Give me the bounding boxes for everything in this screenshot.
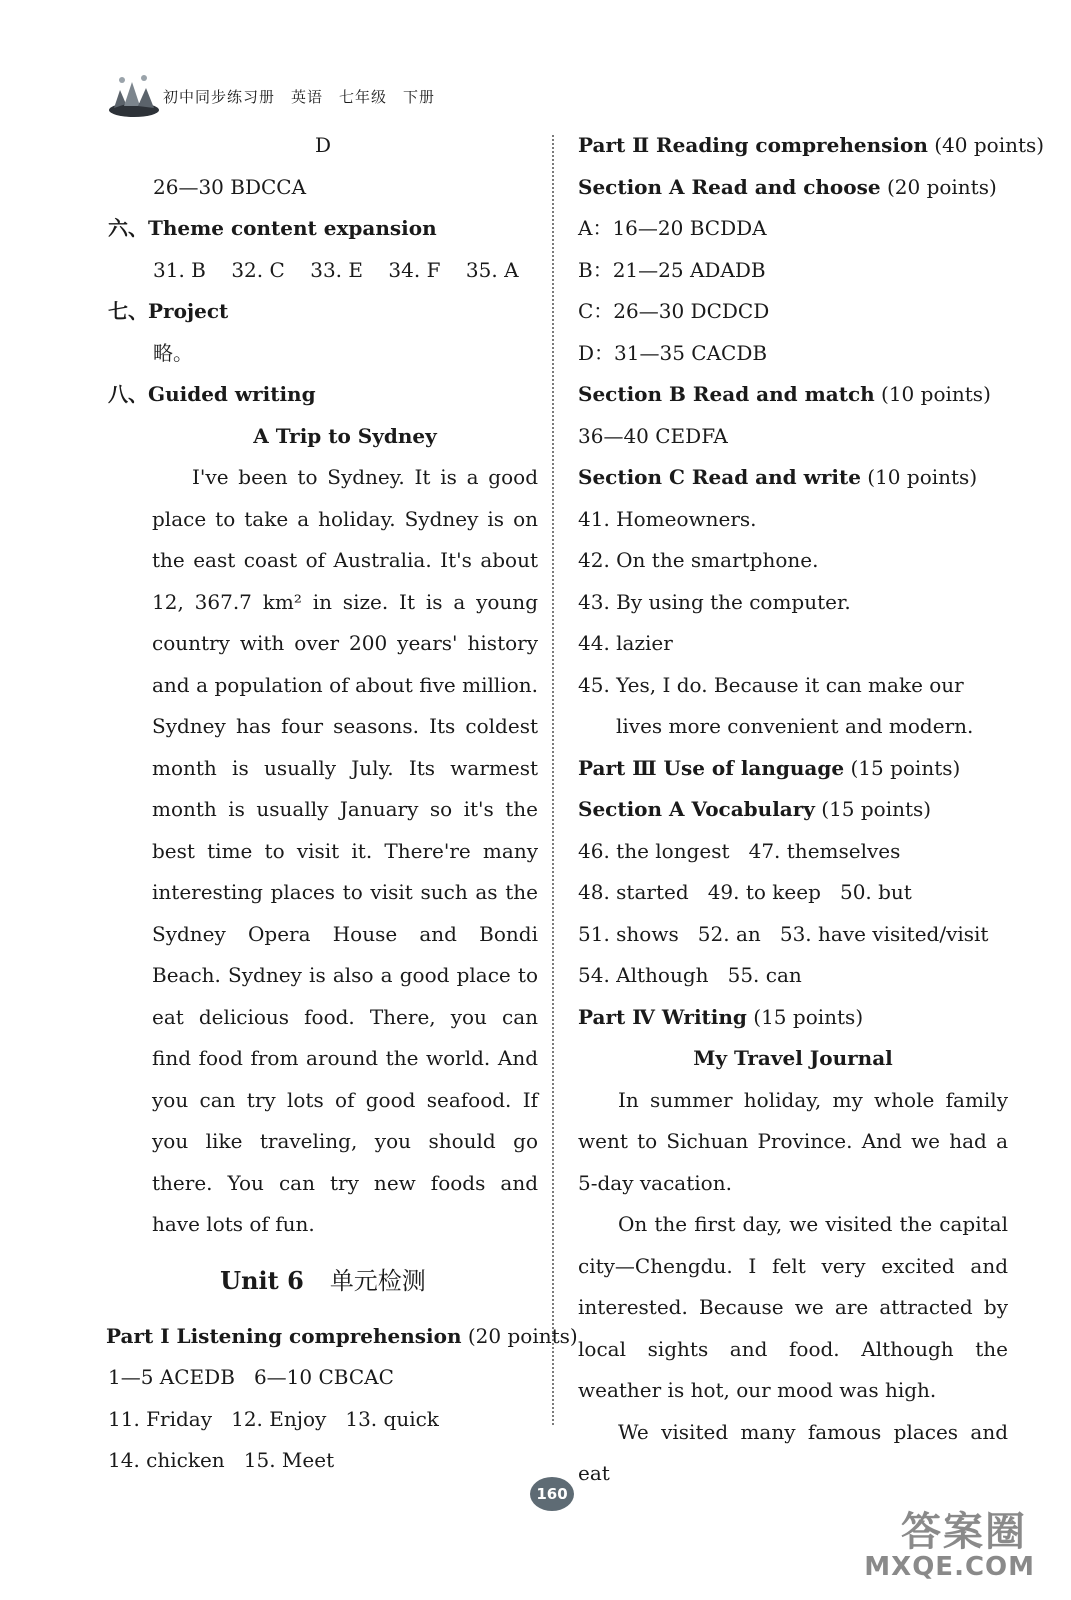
answer-34: 34. F [388, 257, 441, 282]
journal-paragraph-2: On the first day, we visited the capital city—Chengdu. I felt very excited and interested. Because we are attracted by local sights and food. Although the weather is hot, our mood was high. [578, 1212, 1008, 1402]
part3-heading [578, 748, 1008, 790]
journal-body [578, 1080, 1008, 1495]
unit-name: 单元检测 [329, 1266, 426, 1295]
part1-title: Part Ⅰ Listening comprehension [106, 1323, 462, 1348]
book-logo-icon [108, 70, 160, 118]
part1-points: (20 points) [467, 1323, 578, 1348]
part4-points: (15 points) [753, 1004, 864, 1029]
unit-label: Unit 6 [220, 1265, 304, 1295]
section-b-points: (10 points) [881, 382, 991, 406]
answer-41: 41. Homeowners. [578, 506, 757, 531]
section-a-line-a: A：16—20 BCDDA [578, 216, 767, 240]
vocab-heading [578, 789, 1008, 831]
watermark-line-2: MXQE.COM [864, 1552, 1035, 1582]
answer-44: 44. lazier [578, 631, 673, 655]
part2-title: Part Ⅱ Reading comprehension [578, 133, 928, 157]
section-c-title: Section C Read and write [578, 465, 861, 489]
part1-line-2: 11. Friday 12. Enjoy 13. quick [108, 1406, 439, 1431]
watermark [845, 1500, 1035, 1595]
section-a-line-c: C：26—30 DCDCD [578, 299, 770, 323]
column-divider [552, 135, 554, 1425]
part1-heading [106, 1316, 578, 1358]
journal-paragraph-3: We visited many famous places and eat [578, 1419, 1008, 1485]
section-a-points: (20 points) [886, 174, 997, 199]
section-a-title: Section A Read and choose [578, 174, 881, 199]
unit-title [108, 1246, 538, 1316]
essay-paragraph: I've been to Sydney. It is a good place to take a holiday. Sydney is on the east coast of Australia. It's about 12, 367.7 km² in size. It is a young country with over 200 years' history and a population of about five million. Sydney has four seasons. Its coldest month is usually July. Its warmest month is usually January so it's the best time to visit it. There're many interesting places to visit such as the Sydney Opera House and Bondi Beach. Sydney is also a good place to eat delicious food. There, you can find food from around the world. And you can try lots of good seafood. If you like traveling, you should go there. You can try new foods and have lots of fun. [152, 465, 538, 1236]
vocab-title: Section A Vocabulary [578, 797, 815, 821]
header-title: 初中同步练习册 英语 七年级 下册 [163, 88, 436, 106]
page-number: 160 [530, 1477, 574, 1511]
section-b-answers: 36—40 CEDFA [578, 423, 728, 448]
watermark-line-1: 答案圈 [901, 1509, 1027, 1555]
part1-line-1: 1—5 ACEDB 6—10 CBCAC [108, 1365, 394, 1389]
essay-body [108, 457, 538, 1246]
answer-43: 43. By using the computer. [578, 589, 851, 614]
answer-35: 35. A [465, 257, 519, 282]
answer-33: 33. E [310, 257, 363, 282]
project-heading: 七、Project [108, 299, 229, 323]
answer-32: 32. C [231, 257, 285, 282]
essay-title: A Trip to Sydney [253, 423, 437, 448]
vocab-points: (15 points) [821, 797, 932, 821]
vocab-line-3: 51. shows 52. an 53. have visited/visit [578, 921, 989, 946]
guided-writing-heading: 八、Guided writing [108, 382, 316, 406]
theme-answers [108, 250, 538, 292]
answer-31: 31. B [153, 257, 206, 282]
part4-title: Part Ⅳ Writing [578, 1004, 747, 1029]
part4-heading [578, 997, 1008, 1039]
answer-42: 42. On the smartphone. [578, 548, 819, 572]
part2-heading [578, 125, 1045, 167]
left-column [106, 125, 578, 1482]
section-a-line-d: D：31—35 CACDB [578, 340, 768, 365]
answers-26-30: 26—30 BDCCA [153, 174, 307, 199]
section-b-title: Section B Read and match [578, 382, 875, 406]
section-c-heading [578, 457, 1008, 499]
section-c-points: (10 points) [867, 465, 978, 489]
section-a-heading [578, 167, 1008, 209]
project-answer: 略。 [153, 340, 193, 365]
section-b-heading [578, 374, 1008, 416]
vocab-line-2: 48. started 49. to keep 50. but [578, 880, 912, 904]
answer-45: 45. Yes, I do. Because it can make our lives more convenient and modern. [578, 672, 974, 738]
journal-title: My Travel Journal [693, 1046, 893, 1070]
vocab-line-1: 46. the longest 47. themselves [578, 838, 901, 863]
journal-paragraph-1: In summer holiday, my whole family went to Sichuan Province. And we had a 5-day vacation. [578, 1087, 1008, 1195]
section-a-line-b: B：21—25 ADADB [578, 257, 766, 282]
page-header [108, 70, 528, 120]
right-column [578, 125, 1045, 1495]
part1-line-3: 14. chicken 15. Meet [108, 1448, 335, 1472]
part3-points: (15 points) [850, 755, 961, 780]
vocab-line-4: 54. Although 55. can [578, 963, 802, 987]
part3-title: Part Ⅲ Use of language [578, 755, 845, 780]
part2-points: (40 points) [934, 133, 1045, 157]
theme-heading: 六、Theme content expansion [108, 216, 437, 240]
answer-d: D [314, 133, 332, 157]
